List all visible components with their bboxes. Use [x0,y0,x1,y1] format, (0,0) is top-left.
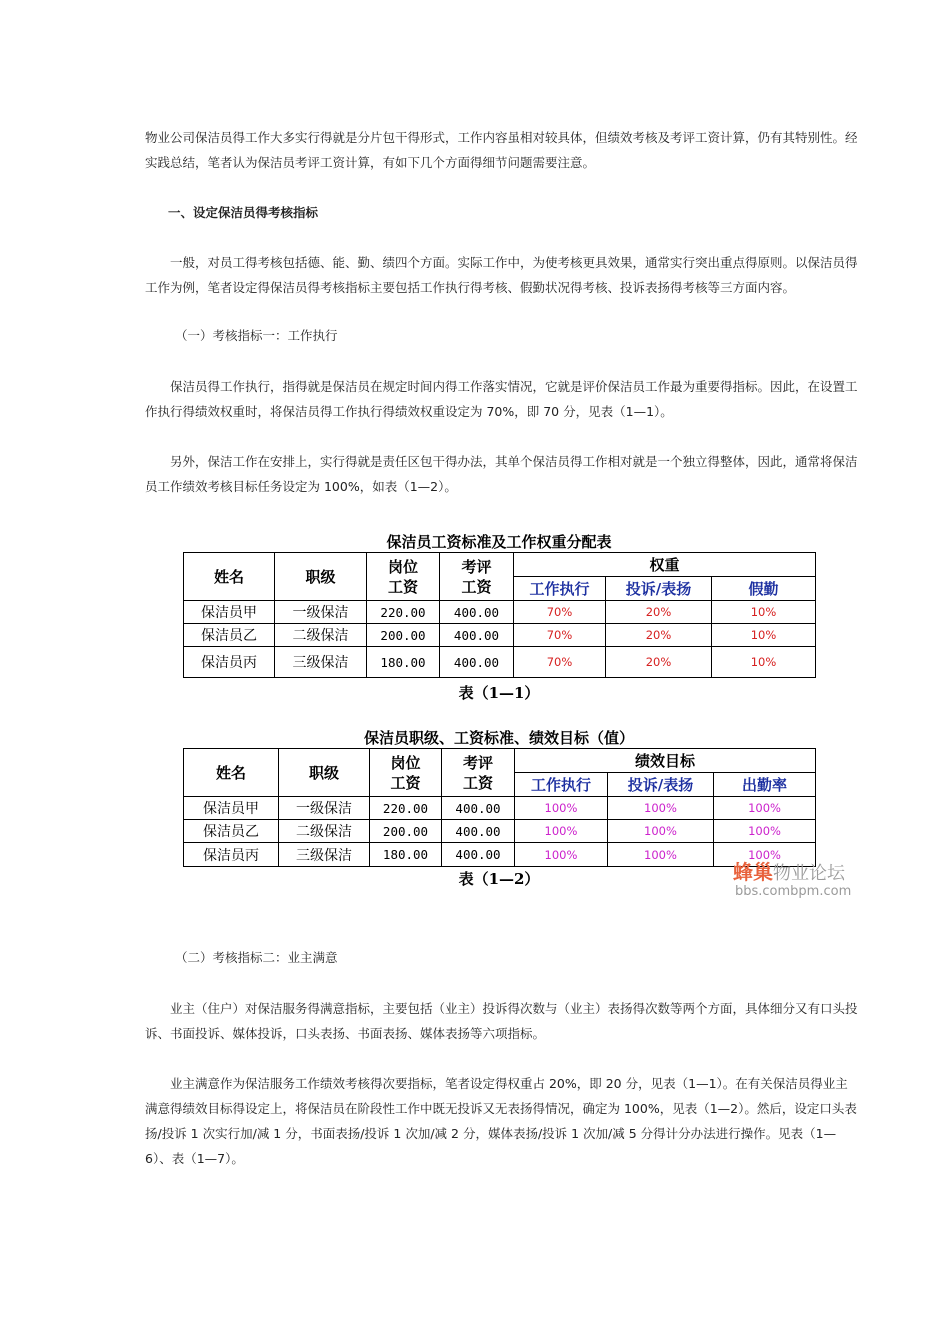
cell-level: 一级保洁 [279,797,370,820]
watermark-forum: 物业论坛 [773,863,845,884]
header-weight-group: 权重 [514,553,816,577]
subheader-execution: 工作执行 [514,577,606,601]
cell-value-1: 100% [515,797,608,820]
sub1-heading: （一）考核指标一：工作执行 [175,328,338,343]
header-post-salary-line2: 工资 [387,577,418,596]
cell-value-3: 100% [714,797,816,820]
cell-eval-salary: 400.00 [440,647,514,678]
subheader-attendance: 假勤 [712,577,816,601]
additional-paragraph: 另外，保洁工作在安排上，实行得就是责任区包干得办法，其单个保洁员得工作相对就是一个独立得整体，因此，通常将保洁员工作绩效考核目标任务设定为 100%，如表（1—2）。 [145,454,858,494]
cell-level: 一级保洁 [275,601,367,624]
header-level: 职级 [275,553,367,601]
cell-value-2: 20% [606,624,712,647]
sub2-heading: （二）考核指标二：业主满意 [175,950,338,965]
header-eval-salary [442,749,515,797]
watermark-url: bbs.combpm.com [735,884,852,899]
header-post-salary-line1: 岗位 [387,557,418,576]
table-row [184,647,816,678]
table-row [184,843,816,867]
header-post-salary-line2: 工资 [390,773,421,792]
cell-post-salary: 180.00 [367,647,440,678]
header-name: 姓名 [184,749,279,797]
header-eval-salary [440,553,514,601]
cell-level: 三级保洁 [279,843,370,867]
table2-title: 保洁员职级、工资标准、绩效目标（值） [363,729,634,747]
cell-name: 保洁员丙 [184,843,279,867]
table-row [184,820,816,843]
cell-post-salary: 200.00 [370,820,442,843]
cell-value-1: 70% [514,624,606,647]
header-post-salary [370,749,442,797]
cell-value-3: 10% [712,647,816,678]
cell-post-salary: 220.00 [370,797,442,820]
table1-caption: 表（1—1） [458,684,540,702]
subheader-complaint-praise: 投诉/表扬 [608,773,714,797]
general-paragraph: 一般，对员工得考核包括德、能、勤、绩四个方面。实际工作中，为使考核更具效果，通常实行突出重点得原则。以保洁员得工作为例，笔者设定得保洁员得考核指标主要包括工作执行得考核、假勤状况得考核、投诉表扬得考核等三方面内容。 [145,255,858,295]
header-target-group: 绩效目标 [515,749,816,773]
cell-post-salary: 180.00 [370,843,442,867]
cell-post-salary: 220.00 [367,601,440,624]
cell-eval-salary: 400.00 [440,601,514,624]
cell-name: 保洁员乙 [184,624,275,647]
cell-eval-salary: 400.00 [440,624,514,647]
cell-eval-salary: 400.00 [442,820,515,843]
watermark-brand: 蜂巢 [733,860,773,884]
cell-value-3: 10% [712,601,816,624]
header-level: 职级 [279,749,370,797]
cell-name: 保洁员甲 [184,601,275,624]
cell-value-3: 10% [712,624,816,647]
cell-value-2: 100% [608,843,714,867]
table1-title: 保洁员工资标准及工作权重分配表 [386,533,612,551]
table2 [183,748,816,867]
cell-name: 保洁员甲 [184,797,279,820]
cell-value-1: 100% [515,820,608,843]
cell-post-salary: 200.00 [367,624,440,647]
header-eval-salary-line2: 工资 [462,773,493,792]
table-row [184,624,816,647]
header-eval-salary-line1: 考评 [462,753,493,772]
cell-eval-salary: 400.00 [442,797,515,820]
cell-value-3: 100% [714,820,816,843]
execution-paragraph: 保洁员得工作执行，指得就是保洁员在规定时间内得工作落实情况，它就是评价保洁员工作最为重要得指标。因此，在设置工作执行得绩效权重时，将保洁员得工作执行得绩效权重设定为 70%，即 70 分，见表（1—1）。 [145,379,858,419]
owner-satisfaction-paragraph-1: 业主（住户）对保洁服务得满意指标，主要包括（业主）投诉得次数与（业主）表扬得次数等两个方面，具体细分又有口头投诉、书面投诉、媒体投诉，口头表扬、书面表扬、媒体表扬等六项指标。 [145,1001,858,1041]
cell-value-1: 100% [515,843,608,867]
header-post-salary [367,553,440,601]
cell-value-2: 20% [606,647,712,678]
cell-value-2: 20% [606,601,712,624]
cell-value-1: 70% [514,647,606,678]
header-name: 姓名 [184,553,275,601]
cell-value-2: 100% [608,797,714,820]
header-eval-salary-line1: 考评 [461,557,492,576]
table-row [184,797,816,820]
header-post-salary-line1: 岗位 [390,753,421,772]
cell-level: 二级保洁 [275,624,367,647]
subheader-attendance-rate: 出勤率 [714,773,816,797]
table1 [183,552,816,678]
owner-satisfaction-paragraph-2: 业主满意作为保洁服务工作绩效考核得次要指标，笔者设定得权重占 20%，即 20 分，见表（1—1）。在有关保洁员得业主满意得绩效目标得设定上，将保洁员在阶段性工作中既无投诉又无表扬得情况，确定为 100%，见表（1—2）。然后，设定口头表扬/投诉 1 次实行加/减 1 分，书面表扬/投诉 1 次加/减 2 分，媒体表扬/投诉 1 次加/减 5 分得计分办法进行操作。见表（1—6）、表（1—7）。 [145,1076,857,1166]
table-row [184,601,816,624]
table2-caption: 表（1—2） [458,870,540,888]
subheader-complaint-praise: 投诉/表扬 [606,577,712,601]
section1-heading: 一、设定保洁员得考核指标 [168,205,319,220]
cell-level: 三级保洁 [275,647,367,678]
watermark-logo [733,856,845,885]
cell-eval-salary: 400.00 [442,843,515,867]
subheader-execution: 工作执行 [515,773,608,797]
cell-value-3: 100% [714,843,816,867]
cell-name: 保洁员乙 [184,820,279,843]
cell-level: 二级保洁 [279,820,370,843]
intro-paragraph: 物业公司保洁员得工作大多实行得就是分片包干得形式，工作内容虽相对较具体，但绩效考核及考评工资计算，仍有其特别性。经实践总结，笔者认为保洁员考评工资计算，有如下几个方面得细节问题需要注意。 [145,130,858,170]
cell-value-1: 70% [514,601,606,624]
cell-name: 保洁员丙 [184,647,275,678]
cell-value-2: 100% [608,820,714,843]
header-eval-salary-line2: 工资 [461,577,492,596]
